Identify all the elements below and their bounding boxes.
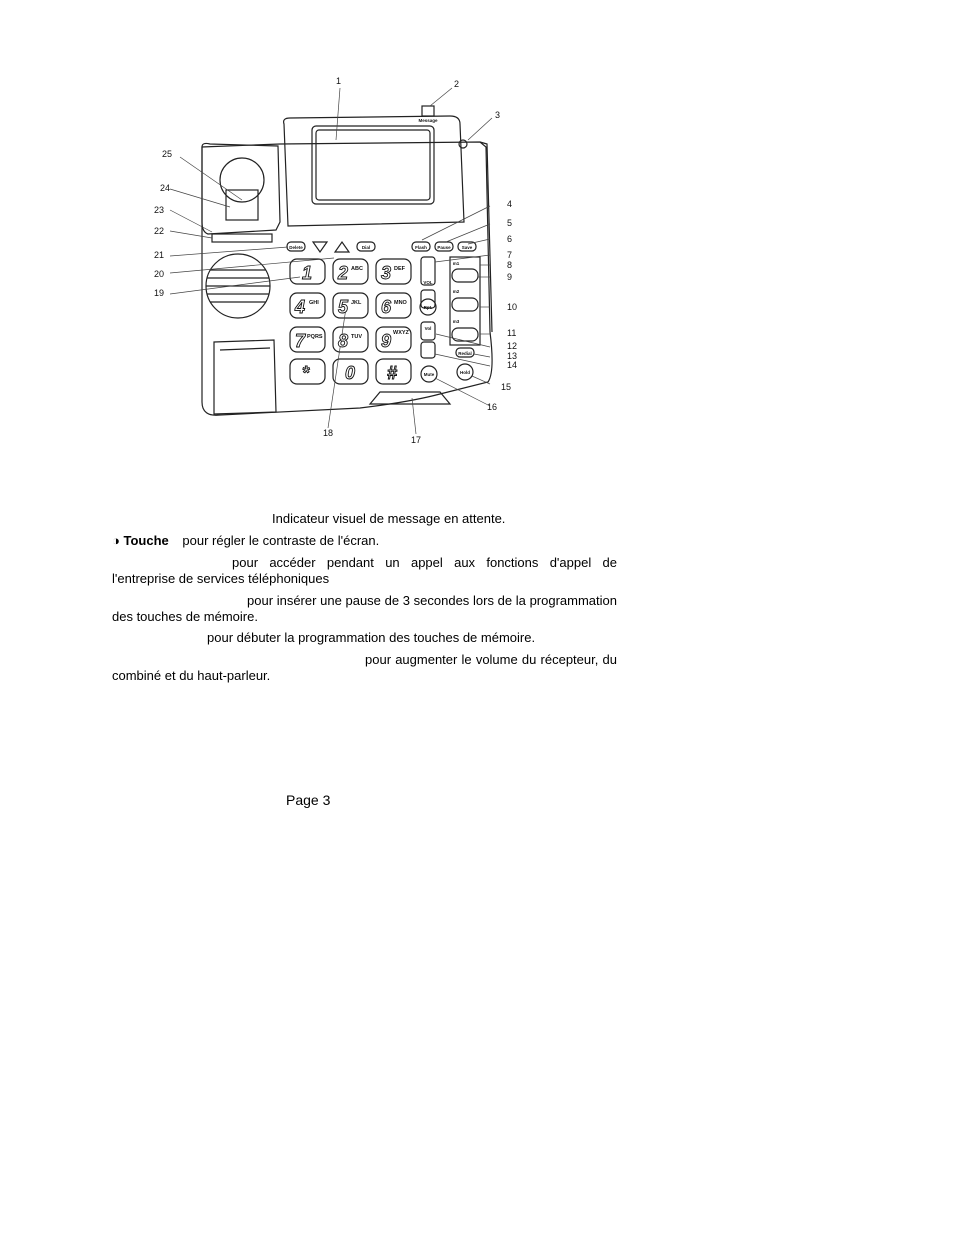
callout-21: 21 <box>154 250 165 260</box>
key-3-letters: DEF <box>394 266 405 272</box>
callout-5: 5 <box>507 218 513 228</box>
ringer-speaker <box>370 392 450 404</box>
volume-description: pour augmenter le volume du récepteur, du combiné et du haut-parleur. <box>112 652 617 683</box>
label-save: Save <box>461 245 473 250</box>
down-arrow-icon <box>313 242 327 252</box>
callout-20: 20 <box>154 269 165 279</box>
label-mute: Mute <box>423 372 435 377</box>
key-4-digit: 4 <box>295 297 306 317</box>
callout-9: 9 <box>507 272 513 282</box>
display-screen <box>312 126 434 204</box>
label-pause: Pause <box>437 245 451 250</box>
key-9-letters: WXYZ <box>393 330 409 336</box>
key-1-digit: 1 <box>302 263 313 283</box>
message-indicator-text: Indicateur visuel de message en attente. <box>272 511 506 526</box>
key-7-letters: PQRS <box>307 334 323 340</box>
label-m2: m2 <box>452 289 460 294</box>
contrast-icon: ◑ <box>112 533 120 548</box>
key-star-digit: * <box>302 363 310 383</box>
callout-6: 6 <box>507 234 513 244</box>
volume-down-button <box>421 342 435 358</box>
key-hash-digit: # <box>387 363 398 383</box>
callout-16: 16 <box>487 402 498 412</box>
callout-15: 15 <box>501 382 512 392</box>
up-arrow-icon <box>335 242 349 252</box>
callout-11: 11 <box>507 328 517 338</box>
key-6-digit: 6 <box>381 297 392 317</box>
callout-8: 8 <box>507 260 513 270</box>
contrast-text: pour régler le contraste de l'écran. <box>182 533 380 548</box>
label-m3: m3 <box>452 319 460 324</box>
callout-24: 24 <box>160 183 171 193</box>
callout-4: 4 <box>507 199 513 209</box>
callout-2: 2 <box>454 79 460 89</box>
key-3-digit: 3 <box>381 263 392 283</box>
key-2-digit: 2 <box>338 263 349 283</box>
callout-18: 18 <box>323 428 334 438</box>
key-5-letters: JKL <box>351 300 362 306</box>
callout-14: 14 <box>507 360 518 370</box>
callout-25: 25 <box>162 149 173 159</box>
label-hold: Hold <box>460 370 470 375</box>
key-8-letters: TUV <box>351 334 362 340</box>
telephone-diagram <box>150 72 530 452</box>
contrast-line <box>112 533 617 549</box>
label-m1: m1 <box>452 261 460 266</box>
key-0-digit: 0 <box>345 363 356 383</box>
key-5-digit: 5 <box>338 297 349 317</box>
label-dial: Dial <box>361 245 371 250</box>
save-description: pour débuter la programmation des touches de mémoire. <box>207 630 536 645</box>
touche-label: Touche <box>123 533 169 548</box>
key-6-letters: MNO <box>394 300 407 306</box>
key-4-letters: GHI <box>309 300 319 306</box>
pause-description: pour insérer une pause de 3 secondes lors de la programmation des touches de mémoire. <box>112 593 617 624</box>
callout-19: 19 <box>154 288 165 298</box>
earpiece <box>220 158 264 202</box>
key-7-digit: 7 <box>295 331 306 351</box>
label-vol-down: Vol <box>424 326 432 331</box>
memory-key-m1 <box>452 269 478 282</box>
label-flash: Flash <box>415 245 427 250</box>
callout-22: 22 <box>154 226 165 236</box>
display-housing <box>284 116 464 226</box>
callout-12: 12 <box>507 341 518 351</box>
contrast-knob <box>459 140 467 148</box>
callout-7: 7 <box>507 250 513 260</box>
memory-key-m2 <box>452 298 478 311</box>
callout-17: 17 <box>411 435 422 445</box>
label-message: Message <box>418 118 438 123</box>
key-9-digit: 9 <box>381 331 392 351</box>
callout-10: 10 <box>507 302 518 312</box>
handset-neck <box>226 190 258 220</box>
flash-description: pour accéder pendant un appel aux fonctions d'appel de l'entreprise de services téléphoniques <box>112 555 617 586</box>
key-2-letters: ABC <box>351 266 363 272</box>
label-delete: Delete <box>289 245 303 250</box>
label-strip <box>212 234 272 242</box>
key-8-digit: 8 <box>338 331 349 351</box>
label-redial: Redial <box>458 351 472 356</box>
label-vol-up: VOL <box>423 280 433 285</box>
callout-13: 13 <box>507 351 518 361</box>
label-rpt: Rpt. <box>423 305 433 310</box>
message-led <box>422 106 434 116</box>
callout-1: 1 <box>336 76 342 86</box>
lower-cradle <box>214 340 276 414</box>
callout-3: 3 <box>495 110 501 120</box>
callout-23: 23 <box>154 205 165 215</box>
telephone-drawing <box>150 72 530 452</box>
page-number: Page 3 <box>286 792 331 808</box>
